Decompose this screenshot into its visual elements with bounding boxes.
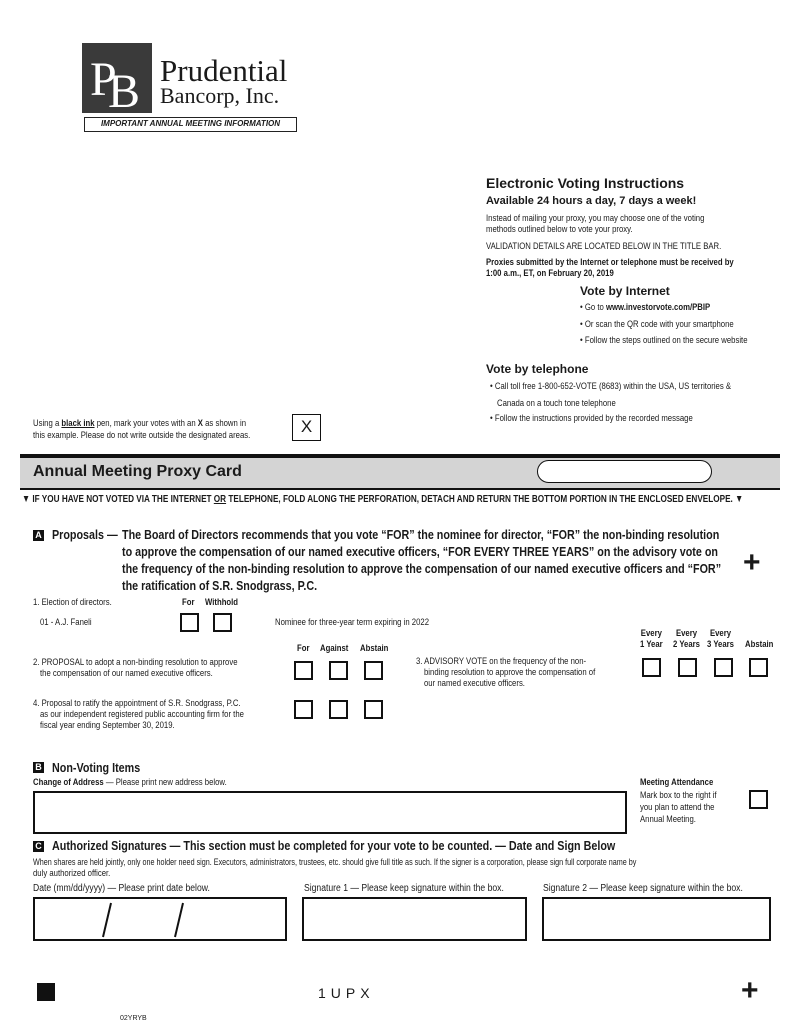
evoting-intro-2: methods outlined below to vote your proxy. (486, 224, 633, 234)
proposal-4-text-2: as our independent registered public accounting firm for the (40, 709, 244, 719)
signature-2-label: Signature 2 — Please keep signature within the box. (543, 883, 743, 894)
internet-url-link[interactable]: www.investorvote.com/PBIP (605, 302, 711, 312)
text: 1 Year (640, 639, 663, 649)
section-a-heading: Proposals — (52, 528, 118, 542)
proposal-2-text-2: the compensation of our named executive officers. (40, 668, 213, 678)
internet-step-2: • Or scan the QR code with your smartphone (580, 319, 734, 330)
change-of-address-input[interactable] (33, 791, 627, 834)
x-emphasis: X (197, 418, 203, 428)
text: TELEPHONE, FOLD ALONG THE PERFORATION, DETACH AND RETURN THE BOTTOM PORTION IN THE ENCLOSED ENVELOPE. (226, 493, 733, 505)
proposal-4-for-checkbox[interactable] (294, 700, 313, 719)
section-a-badge: A (33, 530, 44, 541)
nominee-note: Nominee for three-year term expiring in 2022 (275, 617, 430, 627)
meeting-attendance-checkbox[interactable] (749, 790, 768, 809)
date-label: Date (mm/dd/yyyy) — Please print date below. (33, 883, 210, 894)
marking-instructions-line2: this example. Please do not write outside the designated areas. (33, 430, 251, 440)
section-c-heading: Authorized Signatures — This section must be completed for your vote to be counted. — Date and Sign Below (52, 839, 616, 853)
col-against-label: Against (320, 643, 349, 653)
vote-by-telephone-title: Vote by telephone (486, 362, 589, 376)
signature-2-input[interactable] (542, 897, 771, 941)
text: Every (640, 628, 662, 638)
evoting-deadline-1: Proxies submitted by the Internet or telephone must be received by (486, 257, 734, 267)
evoting-intro-1: Instead of mailing your proxy, you may choose one of the voting (486, 213, 705, 223)
text: as shown in (202, 418, 246, 428)
example-mark-box: X (292, 414, 321, 441)
meeting-attendance-title: Meeting Attendance (640, 777, 714, 787)
evoting-validation: VALIDATION DETAILS ARE LOCATED BELOW IN THE TITLE BAR. (486, 241, 722, 251)
text: Every (709, 628, 732, 638)
proposal-2-text-1: 2. PROPOSAL to adopt a non-binding resolution to approve (33, 657, 238, 667)
section-a-text-3: the frequency of the non-binding resolution to approve the compensation of our named executive officers and “FOR” (122, 562, 722, 576)
internet-step-1-prefix: Go to (584, 302, 606, 312)
proposal-3-text-3: our named executive officers. (424, 678, 525, 688)
freq-abstain-label (745, 628, 773, 650)
text: 2 Years (673, 639, 700, 649)
freq-2-years-label (673, 628, 700, 650)
proxy-card-title: Annual Meeting Proxy Card (33, 463, 242, 480)
col-abstain-label: Abstain (360, 643, 389, 653)
proposal-3-text-2: binding resolution to approve the compensation of (424, 667, 596, 677)
proposal-2-abstain-checkbox[interactable] (364, 661, 383, 680)
section-b-heading: Non-Voting Items (52, 761, 141, 775)
section-c-badge: C (33, 841, 44, 852)
form-code: 1UPX (318, 985, 375, 1001)
proposal-2-for-checkbox[interactable] (294, 661, 313, 680)
phone-step-1a: • Call toll free 1-800-652-VOTE (8683) within the USA, US territories & (490, 381, 731, 392)
freq-3-years-label (707, 628, 734, 650)
internet-step-3: • Follow the steps outlined on the secure website (580, 335, 748, 346)
text: Change of Address (33, 777, 104, 787)
signature-1-label: Signature 1 — Please keep signature within the box. (304, 883, 504, 894)
text: 3 Years (707, 639, 734, 649)
registration-plus-icon: + (743, 546, 761, 579)
proposal-3-abstain-checkbox[interactable] (749, 658, 768, 677)
col-for-label: For (297, 643, 310, 653)
black-ink-emphasis: black ink (61, 418, 95, 428)
proposal-4-abstain-checkbox[interactable] (364, 700, 383, 719)
evoting-subtitle: Available 24 hours a day, 7 days a week! (486, 195, 697, 207)
proposal-4-text-1: 4. Proposal to ratify the appointment of S.R. Snodgrass, P.C. (33, 698, 241, 708)
registration-square-mark (37, 983, 55, 1001)
logo-banner: IMPORTANT ANNUAL MEETING INFORMATION (84, 117, 297, 132)
evoting-title: Electronic Voting Instructions (486, 175, 685, 191)
registration-plus-icon: + (741, 974, 759, 1007)
text: Abstain (745, 639, 774, 649)
logo-name-line1: Prudential (160, 53, 288, 88)
date-separator-slashes (35, 899, 285, 939)
title-bar-bottom-rule (20, 488, 780, 490)
proposal-3-text-1: 3. ADVISORY VOTE on the frequency of the non- (416, 656, 587, 666)
pb-monogram-icon (82, 43, 152, 113)
vote-by-internet-title: Vote by Internet (580, 284, 670, 298)
phone-step-2: • Follow the instructions provided by the recorded message (490, 413, 693, 424)
text (745, 628, 773, 639)
section-a-text-4: the ratification of S.R. Snodgrass, P.C. (122, 579, 318, 593)
logo-monogram (82, 43, 152, 113)
proposal-4-text-3: fiscal year ending September 30, 2019. (40, 720, 175, 730)
evoting-deadline-2: 1:00 a.m., ET, on February 20, 2019 (486, 268, 614, 278)
nominee-name: 01 - A.J. Faneli (40, 617, 92, 627)
freq-1-year-label (640, 628, 663, 650)
logo-name-line2: Bancorp, Inc. (160, 83, 280, 108)
section-c-note-1: When shares are held jointly, only one holder need sign. Executors, administrators, trustees, etc. should give full title as such. If the signer is a corporation, please sign full corporate name by (33, 857, 637, 867)
signature-1-input[interactable] (302, 897, 527, 941)
nominee-for-checkbox[interactable] (180, 613, 199, 632)
small-form-code: 02YRYB (120, 1015, 147, 1022)
text: Every (675, 628, 698, 638)
proposal-3-2-years-checkbox[interactable] (678, 658, 697, 677)
down-arrow-icon: ▼ (22, 493, 31, 505)
text: Using a (33, 418, 62, 428)
nominee-withhold-checkbox[interactable] (213, 613, 232, 632)
text: pen, mark your votes with an (94, 418, 198, 428)
internet-step-1 (580, 302, 710, 313)
change-of-address-label (33, 777, 227, 788)
proposal-3-3-years-checkbox[interactable] (714, 658, 733, 677)
proposal-3-1-year-checkbox[interactable] (642, 658, 661, 677)
proposal-1-label: 1. Election of directors. (33, 597, 112, 607)
section-c-note-2: duly authorized officer. (33, 868, 111, 878)
text: IF YOU HAVE NOT VOTED VIA THE INTERNET (32, 493, 214, 505)
meeting-attendance-text-2: you plan to attend the (640, 802, 715, 812)
marking-instructions-line1 (33, 418, 246, 429)
meeting-attendance-text-1: Mark box to the right if (640, 790, 717, 800)
proposal-4-against-checkbox[interactable] (329, 700, 348, 719)
col-withhold-label: Withhold (205, 597, 239, 607)
svg-text:B: B (108, 65, 141, 113)
proposal-2-against-checkbox[interactable] (329, 661, 348, 680)
fold-instruction (22, 493, 743, 505)
svg-text:P: P (90, 53, 117, 106)
phone-step-1b: Canada on a touch tone telephone (497, 398, 616, 408)
text: — Please print new address below. (103, 777, 227, 787)
section-b-badge: B (33, 762, 44, 773)
section-a-text-1: The Board of Directors recommends that you vote “FOR” the nominee for director, “FOR” the non-binding resolution (122, 528, 720, 542)
down-arrow-icon: ▼ (735, 493, 744, 505)
validation-oval (537, 460, 712, 483)
text: OR (213, 493, 227, 505)
meeting-attendance-text-3: Annual Meeting. (640, 814, 696, 824)
col-for-label: For (182, 597, 195, 607)
date-input[interactable] (33, 897, 287, 941)
section-a-text-2: to approve the compensation of our named executive officers, “FOR EVERY THREE YEARS” on the advisory vote on (122, 545, 718, 559)
